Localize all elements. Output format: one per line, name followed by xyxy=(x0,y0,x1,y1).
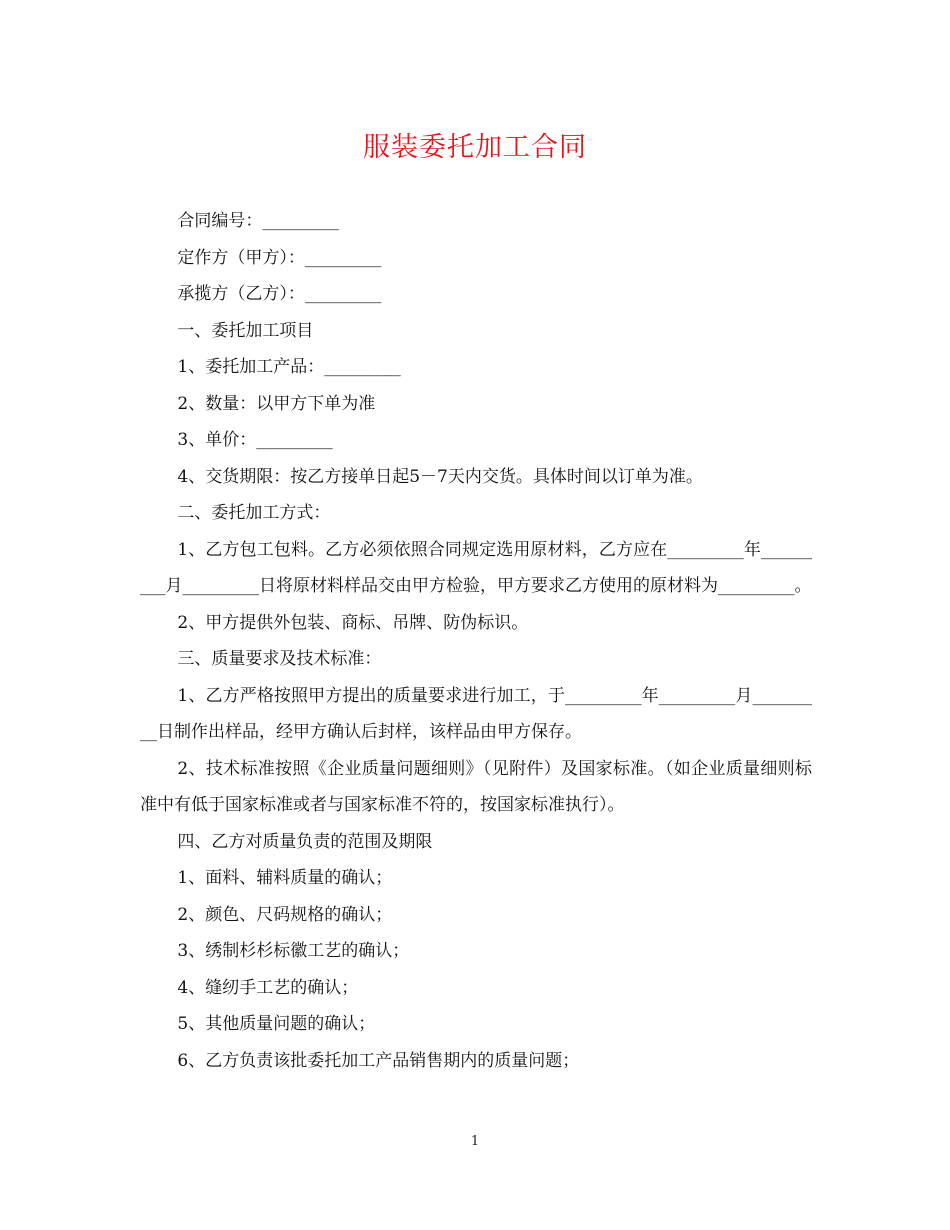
section-heading-2: 二、委托加工方式： xyxy=(177,503,331,523)
clause-1-2: 2、数量：以甲方下单为准 xyxy=(177,393,376,414)
clause-3-1: 1、乙方严格按照甲方提出的质量要求进行加工，于_________年_________月_________日制作出样品，经甲方确认后封样，该样品由甲方保存。 xyxy=(140,685,812,742)
clause-4-1: 1、面料、辅料质量的确认； xyxy=(177,868,393,888)
party-b-line: 承揽方（乙方）：_________ xyxy=(177,284,382,304)
section-heading-4: 四、乙方对质量负责的范围及期限 xyxy=(177,831,433,852)
clause-2-2: 2、甲方提供外包装、商标、吊牌、防伪标识。 xyxy=(177,612,529,633)
contract-body xyxy=(140,203,812,1079)
page-number: 1 xyxy=(470,1134,480,1149)
clause-2-1: 1、乙方包工包料。乙方必须依照合同规定选用原材料，乙方应在_________年_________月_________日将原材料样品交由甲方检验，甲方要求乙方使用的原材料为_________。 xyxy=(140,539,812,596)
clause-4-5: 5、其他质量问题的确认； xyxy=(177,1014,376,1034)
contract-title: 服装委托加工合同 xyxy=(363,132,587,163)
party-a-line: 定作方（甲方）：_________ xyxy=(177,247,382,268)
clause-1-3: 3、单价：_________ xyxy=(177,430,333,450)
clause-4-3: 3、绣制杉杉标徽工艺的确认； xyxy=(177,941,410,961)
clause-3-2: 2、技术标准按照《企业质量问题细则》（见附件）及国家标准。（如企业质量细则标准中有低于国家标准或者与国家标准不符的，按国家标准执行）。 xyxy=(140,758,812,815)
clause-4-6: 6、乙方负责该批委托加工产品销售期内的质量问题； xyxy=(177,1050,580,1071)
section-heading-3: 三、质量要求及技术标准： xyxy=(177,649,382,669)
section-heading-1: 一、委托加工项目 xyxy=(177,320,314,341)
clause-4-2: 2、颜色、尺码规格的确认； xyxy=(177,904,393,925)
contract-number-line: 合同编号：_________ xyxy=(177,211,339,231)
clause-1-4: 4、交货期限：按乙方接单日起5－7天内交货。具体时间以订单为准。 xyxy=(177,466,703,487)
clause-4-4: 4、缝纫手工艺的确认； xyxy=(177,977,359,998)
clause-1-1: 1、委托加工产品：_________ xyxy=(177,357,401,377)
